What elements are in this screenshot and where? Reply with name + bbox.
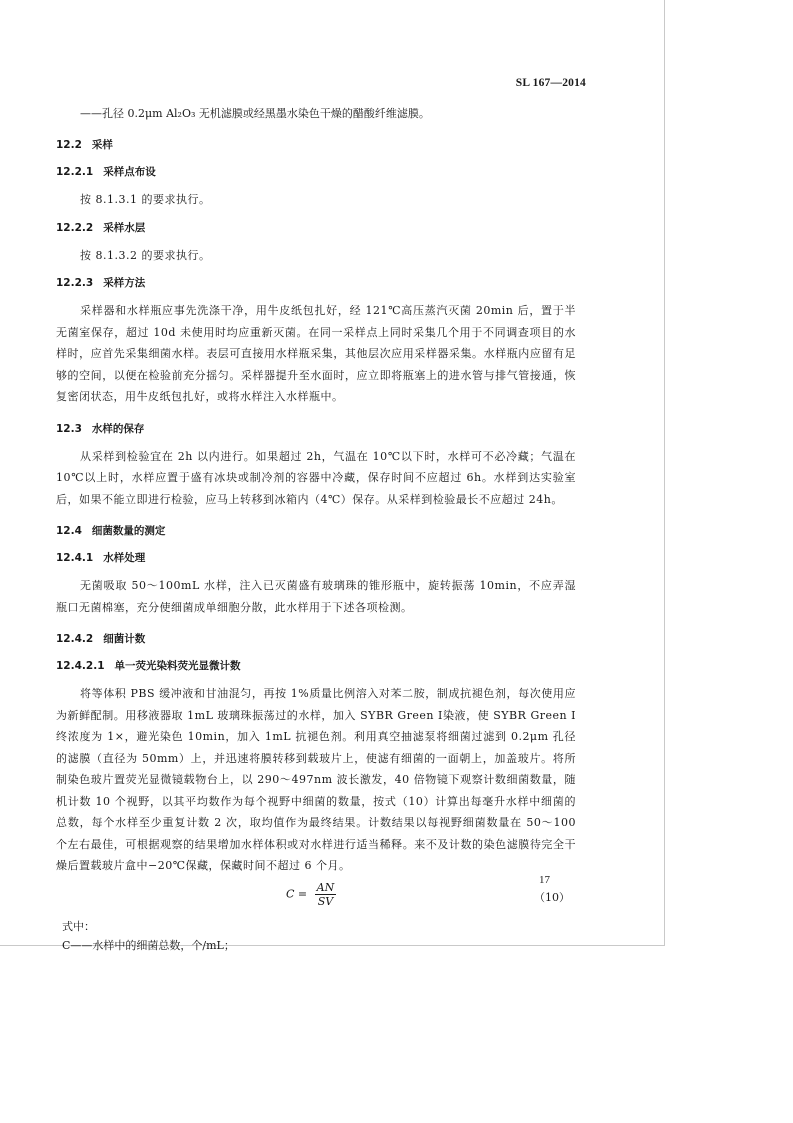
section-heading-12-4-2: 12.4.2 细菌计数 [56,633,146,645]
formula-numerator: AN [316,880,335,894]
section-heading-12-2-2: 12.2.2 采样水层 [56,221,146,234]
formula-fraction [315,881,337,908]
section-heading-12-4-1: 12.4.1 水样处理 [56,552,146,564]
section-heading-12-4-2-1: 12.4.2.1 单一荧光染料荧光显微计数 [56,660,241,672]
paragraph-sample-storage: 从采样到检验宜在 2h 以内进行。如果超过 2h，气温在 10℃以下时，水样可不必冷藏；气温在 10℃以上时，水样应置于盛有冰块或制冷剂的容器中冷藏，保存时间不应超过 6h。水样到达实验室后，如果不能立即进行检验，应马上转移到冰箱内（4℃）保存。从采样到检验最长不应超过 24h。 [56,449,576,506]
formula-denominator: SV [317,894,334,908]
filter-membrane-item: ——孔径 0.2μm Al₂O₃ 无机滤膜或经黑墨水染色干燥的醋酸纤维滤膜。 [80,107,430,120]
formula-10 [56,881,576,911]
section-heading-12-2-3: 12.2.3 采样方法 [56,277,146,289]
formula-lhs: C = [286,887,308,900]
section-heading-12-2: 12.2 采样 [56,139,113,151]
section-heading-12-4: 12.4 细菌数量的测定 [56,525,166,537]
standard-code: SL 167—2014 [515,77,586,89]
section-heading-12-2-1: 12.2.1 采样点布设 [56,166,156,178]
section-heading-12-3: 12.3 水样的保存 [56,422,145,435]
formula-number: （10） [534,890,570,904]
paragraph-fluorescence-counting: 将等体积 PBS 缓冲液和甘油混匀，再按 1%质量比例溶入对苯二胺，制成抗褪色剂，每次使用应为新鲜配制。用移液器取 1mL 玻璃珠振荡过的水样，加入 SYBR Green Ⅰ染液，使 SYBR Green Ⅰ终浓度为 1×，避光染色 10min，加入 1mL 抗褪色剂。利用真空抽滤泵将细菌过滤到 0.2μm 孔径的滤膜（直径为 50mm）上，并迅速将膜转移到载玻片上，使滤有细菌的一面朝上，加盖玻片。将所制染色玻片置荧光显微镜载物台上，以 290～497nm 波长激发，40 倍物镜下观察计数细菌数量，随机计数 10 个视野，以其平均数作为每个视野中细菌的数量，按式（10）计算出每毫升水样中细菌的总数，每个水样至少重复计数 2 次，取均值作为最终结果。计数结果以每视野细菌数量在 50～100 个左右最佳，可根据观察的结果增加水样体积或对水样进行适当稀释。来不及计数的染色滤膜待完全干燥后置载玻片盒中−20℃保藏，保藏时间不超过 6 个月。 [56,687,576,872]
page-body [56,104,576,955]
paragraph-sampling-layer: 按 8.1.3.2 的要求执行。 [80,248,211,262]
variable-definition-c: C——水样中的细菌总数，个/mL； [62,938,235,952]
where-label: 式中： [62,919,95,933]
page-number: 17 [539,874,550,886]
paragraph-sample-processing: 无菌吸取 50～100mL 水样，注入已灭菌盛有玻璃珠的锥形瓶中，旋转振荡 10min，不应弄湿瓶口无菌棉塞，充分使细菌成单细胞分散，此水样用于下述各项检测。 [56,579,576,614]
paragraph-sampling-points: 按 8.1.3.1 的要求执行。 [80,193,211,206]
paragraph-sampling-method: 采样器和水样瓶应事先洗涤干净，用牛皮纸包扎好，经 121℃高压蒸汽灭菌 20min 后，置于半无菌室保存，超过 10d 未使用时均应重新灭菌。在同一采样点上同时采集几个用于不同调查项目的水样时，应首先采集细菌水样。表层可直接用水样瓶采集，其他层次应用采样器采集。水样瓶内应留有足够的空间，以便在检验前充分摇匀。采样器提升至水面时，应立即将瓶塞上的进水管与排气管接通，恢复密闭状态，用牛皮纸包扎好，或将水样注入水样瓶中。 [56,304,576,403]
